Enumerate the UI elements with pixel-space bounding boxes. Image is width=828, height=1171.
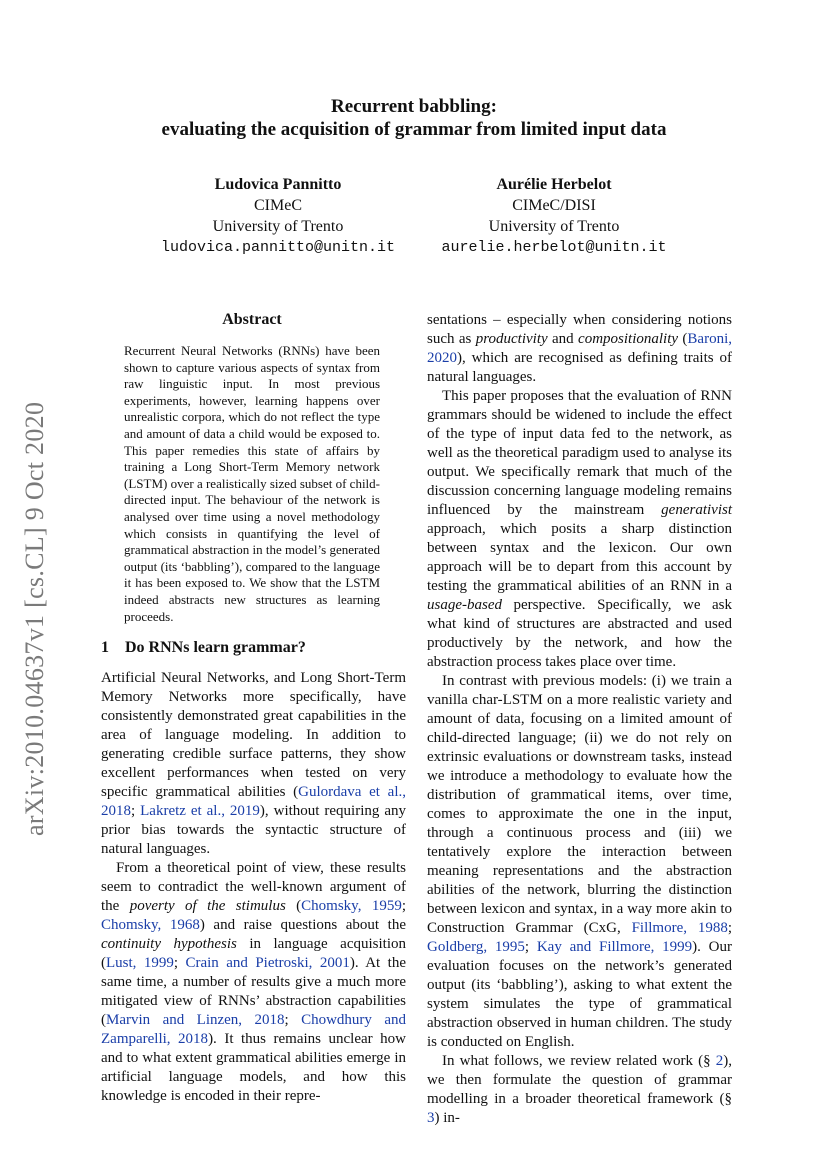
- paragraph: This paper proposes that the evaluation of RNN grammars should be widened to include the effect of the type of input data fed to the network, as well as the theoretical paradigm used to analyse its output. We specifically remark that much of the discussion concerning language modeling remains influenced by the mainstream generativist approach, which posits a sharp distinction between syntax and the lexicon. Our own approach will be to depart from this account by testing the grammatical abilities of an RNN in a usage-based perspective. Specifically, we ask what kind of structures are abstracted and used productively by the network, and how the abstraction process takes place over time.: [427, 388, 732, 670]
- section-ref-link[interactable]: 2: [715, 1053, 724, 1069]
- citation-link[interactable]: Chowdhury and Zamparelli, 2018: [101, 1012, 406, 1047]
- paragraph: Artificial Neural Networks, and Long Short-Term Memory Networks more specifically, have consistently demonstrated great capabilities in the area of language modeling. In addition to generating credible surface patterns, they show excellent performances when tested on very specific grammatical abilities (Gulordava et al., 2018; Lakretz et al., 2019), without requiring any prior bias towards the syntactic structure of natural languages.: [101, 670, 406, 857]
- citation-link[interactable]: Gulordava et al., 2018: [101, 784, 406, 819]
- author-name: Aurélie Herbelot: [496, 176, 612, 193]
- paper-title-line2: evaluating the acquisition of grammar from limited input data: [161, 119, 667, 140]
- section-number: 1: [101, 639, 109, 656]
- author-block-2: [404, 174, 704, 258]
- citation-link[interactable]: Chomsky, 1959: [301, 898, 402, 914]
- left-column: [101, 669, 406, 1106]
- paper-title-line1: Recurrent babbling:: [331, 96, 497, 117]
- paragraph: From a theoretical point of view, these results seem to contradict the well-known argument of the poverty of the stimulus (Chomsky, 1959; Chomsky, 1968) and raise questions about the continuity hypothesis in language acquisition (Lust, 1999; Crain and Pietroski, 2001). At the same time, a number of results give a much more mitigated view of RNNs’ abstraction capabilities (Marvin and Linzen, 2018; Chowdhury and Zamparelli, 2018). It thus remains unclear how and to what extent grammatical abilities emerge in artificial language models, and how this knowledge is encoded in their repre-: [101, 860, 406, 1104]
- citation-link[interactable]: Kay and Fillmore, 1999: [536, 939, 693, 955]
- paragraph: sentations – especially when considering notions such as productivity and compositionality (Baroni, 2020), which are recognised as defining traits of natural languages.: [427, 312, 732, 385]
- author-affiliation: CIMeC: [254, 197, 302, 214]
- citation-link[interactable]: Fillmore, 1988: [631, 920, 728, 936]
- author-block-1: [128, 174, 428, 258]
- abstract-heading: Abstract: [222, 311, 282, 328]
- author-email[interactable]: aurelie.herbelot@unitn.it: [441, 239, 667, 256]
- citation-link[interactable]: Marvin and Linzen, 2018: [106, 1012, 285, 1028]
- right-column: [427, 311, 732, 1128]
- paragraph: In contrast with previous models: (i) we train a vanilla char-LSTM on a more realistic variety and amount of data, focusing on a limited amount of child-directed language; (ii) we do not rely on extrinsic evaluations or downstream tasks, instead we introduce a methodology to evaluate how the distribution of grammatical items, over time, comes to approximate the one in the input, through a continuous process and (iii) we tentatively explore the interaction between meaning representations and the abstraction abilities of the network, blurring the distinction between lexicon and syntax, in a way more akin to Construction Grammar (CxG, Fillmore, 1988; Goldberg, 1995; Kay and Fillmore, 1999). Our evaluation focuses on the network’s generated output (its ‘babbling’), asking to what extent the system simulates the type of grammatical abstraction observed in human children. The study is conducted on English.: [427, 673, 732, 1050]
- citation-link[interactable]: Chomsky, 1968: [101, 917, 200, 933]
- citation-link[interactable]: Lust, 1999: [106, 955, 174, 971]
- citation-link[interactable]: Crain and Pietroski, 2001: [185, 955, 350, 971]
- abstract-text: Recurrent Neural Networks (RNNs) have been shown to capture various aspects of syntax from raw linguistic input. In most previous experiments, however, learning happens over unrealistic corpora, which do not reflect the type and amount of data a child would be exposed to. This paper remedies this state of affairs by training a Long Short-Term Memory network (LSTM) over a realistically sized subset of child-directed input. The behaviour of the network is analysed over time using a novel methodology which consists in quantifying the level of grammatical abstraction in the model’s generated output (its ‘babbling’), compared to the language it has been exposed to. We show that the LSTM indeed abstracts new structures as learning proceeds.: [124, 343, 380, 624]
- citation-link[interactable]: Baroni, 2020: [427, 331, 732, 366]
- section-ref-link[interactable]: 3: [427, 1110, 435, 1126]
- section-title: Do RNNs learn grammar?: [125, 639, 306, 656]
- citation-link[interactable]: Goldberg, 1995: [427, 939, 525, 955]
- author-institution: University of Trento: [488, 218, 620, 235]
- author-institution: University of Trento: [212, 218, 344, 235]
- author-name: Ludovica Pannitto: [214, 176, 342, 193]
- paragraph: In what follows, we review related work (§ 2), we then formulate the question of grammar modelling in a broader theoretical framework (§ 3) in-: [427, 1053, 732, 1126]
- author-email[interactable]: ludovica.pannitto@unitn.it: [160, 239, 396, 256]
- citation-link[interactable]: Lakretz et al., 2019: [140, 803, 260, 819]
- arxiv-stamp-text: arXiv:2010.04637v1 [cs.CL] 9 Oct 2020: [20, 401, 49, 836]
- section-heading: [101, 639, 406, 657]
- author-affiliation: CIMeC/DISI: [512, 197, 596, 214]
